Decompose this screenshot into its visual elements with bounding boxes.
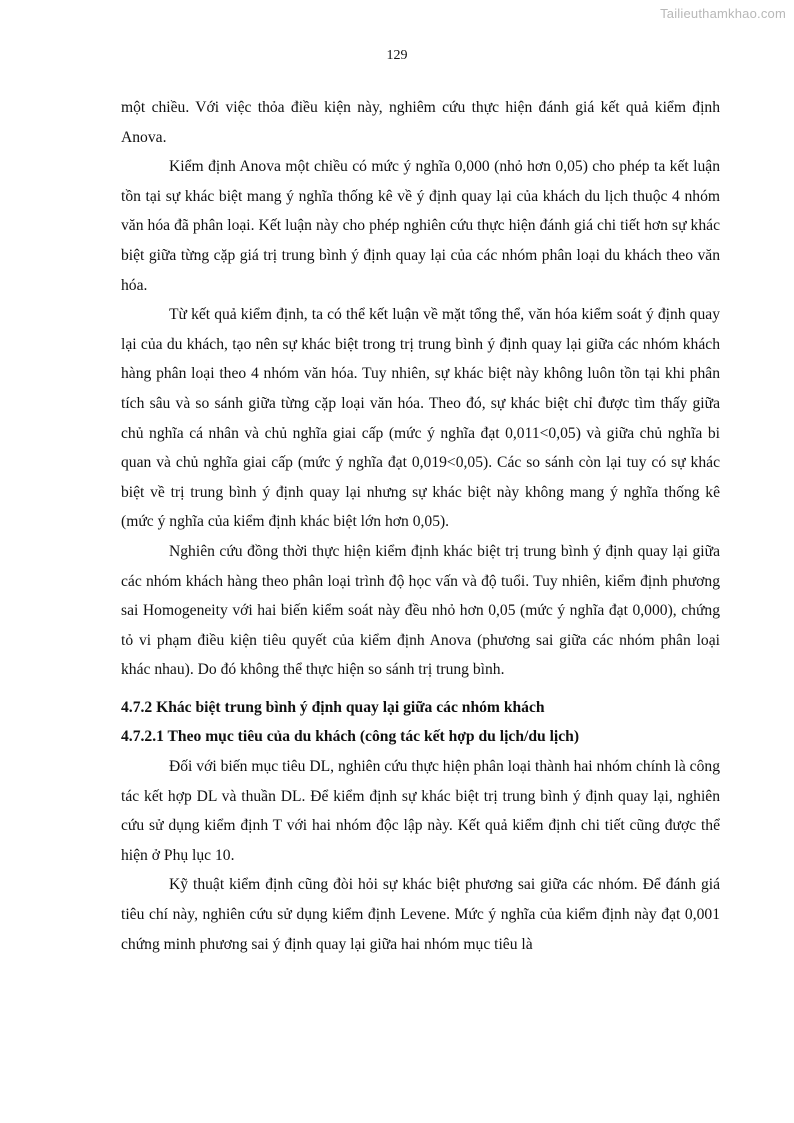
document-body bbox=[121, 93, 720, 959]
subsection-heading-4-7-2-1: 4.7.2.1 Theo mục tiêu của du khách (công tác kết hợp du lịch/du lịch) bbox=[121, 728, 580, 746]
paragraph-purpose-variable: Đối với biến mục tiêu DL, nghiên cứu thực hiện phân loại thành hai nhóm chính là công tác kết hợp DL và thuần DL. Để kiểm định sự khác biệt trị trung bình ý định quay lại, nghiên cứu sử dụng kiểm định T với hai nhóm độc lập này. Kết quả kiểm định chi tiết cũng được thể hiện ở Phụ lục 10. bbox=[121, 758, 720, 864]
section-heading-4-7-2: 4.7.2 Khác biệt trung bình ý định quay lại giữa các nhóm khách bbox=[121, 698, 545, 716]
paragraph-levene-test: Kỹ thuật kiểm định cũng đòi hỏi sự khác biệt phương sai giữa các nhóm. Để đánh giá tiêu chí này, nghiên cứu sử dụng kiểm định Levene. Mức ý nghĩa của kiểm định này đạt 0,001 chứng minh phương sai ý định quay lại giữa hai nhóm mục tiêu là bbox=[121, 876, 720, 953]
paragraph-continuation: một chiều. Với việc thỏa điều kiện này, nghiêm cứu thực hiện đánh giá kết quả kiểm định Anova. bbox=[121, 99, 720, 146]
paragraph-anova-result: Kiểm định Anova một chiều có mức ý nghĩa 0,000 (nhỏ hơn 0,05) cho phép ta kết luận tồn tại sự khác biệt mang ý nghĩa thống kê về ý định quay lại của khách du lịch thuộc 4 nhóm văn hóa đã phân loại. Kết luận này cho phép nghiên cứu thực hiện đánh giá chi tiết hơn sự khác biệt giữa từng cặp giá trị trung bình ý định quay lại của các nhóm phân loại du khách theo văn hóa. bbox=[121, 158, 720, 294]
watermark-text: Tailieuthamkhao.com bbox=[660, 6, 786, 21]
paragraph-culture-conclusion: Từ kết quả kiểm định, ta có thể kết luận về mặt tổng thể, văn hóa kiểm soát ý định quay lại của du khách, tạo nên sự khác biệt trong trị trung bình ý định quay lại giữa các nhóm khách hàng phân loại theo 4 nhóm văn hóa. Tuy nhiên, sự khác biệt này không luôn tồn tại khi phân tích sâu và so sánh giữa từng cặp loại văn hóa. Theo đó, sự khác biệt chỉ được tìm thấy giữa chủ nghĩa cá nhân và chủ nghĩa giai cấp (mức ý nghĩa đạt 0,011<0,05) và giữa chủ nghĩa bi quan và chủ nghĩa giai cấp (mức ý nghĩa đạt 0,019<0,05). Các so sánh còn lại tuy có sự khác biệt về trị trung bình ý định quay lại nhưng sự khác biệt này không mang ý nghĩa thống kê (mức ý nghĩa của kiểm định khác biệt lớn hơn 0,05). bbox=[121, 306, 720, 531]
paragraph-education-age: Nghiên cứu đồng thời thực hiện kiểm định khác biệt trị trung bình ý định quay lại giữa các nhóm khách hàng theo phân loại trình độ học vấn và độ tuổi. Tuy nhiên, kiểm định phương sai Homogeneity với hai biến kiểm soát này đều nhỏ hơn 0,05 (mức ý nghĩa đạt 0,000), chứng tỏ vi phạm điều kiện tiêu quyết của kiểm định Anova (phương sai giữa các nhóm phân loại khác nhau). Do đó không thể thực hiện so sánh trị trung bình. bbox=[121, 542, 720, 679]
page-number: 129 bbox=[386, 48, 408, 63]
